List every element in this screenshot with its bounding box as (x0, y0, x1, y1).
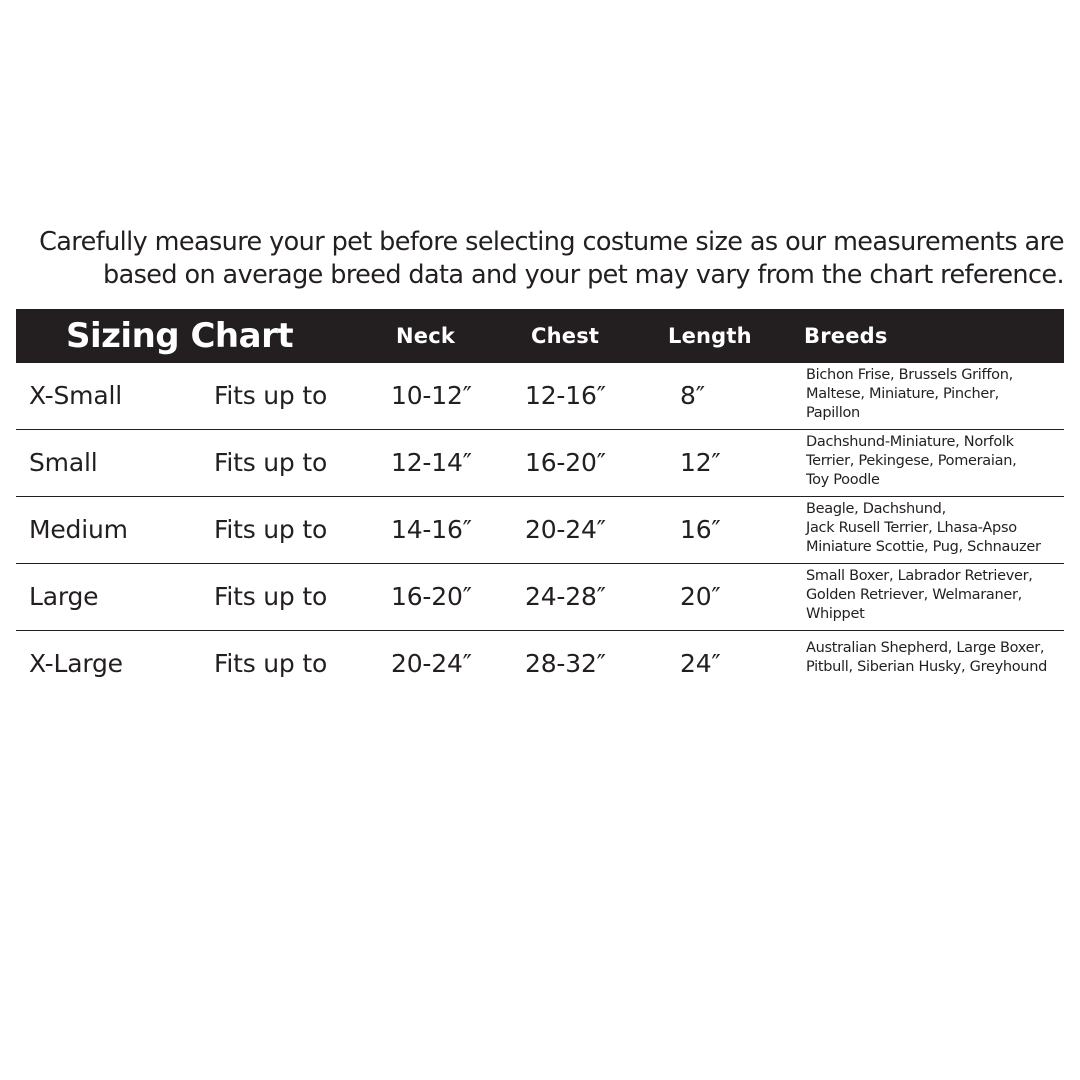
intro-text (14, 226, 1064, 292)
chest-cell: 24-28″ (525, 582, 606, 611)
breeds-line: Australian Shepherd, Large Boxer, (806, 640, 1045, 656)
breeds-cell (806, 433, 1064, 490)
size-cell: Large (29, 582, 99, 611)
size-cell: Medium (29, 515, 128, 544)
chest-cell: 28-32″ (525, 649, 606, 678)
neck-cell: 14-16″ (391, 515, 472, 544)
breeds-line: Beagle, Dachshund, (806, 501, 946, 517)
length-cell: 8″ (680, 381, 705, 410)
neck-cell: 12-14″ (391, 448, 472, 477)
fits-cell: Fits up to (214, 649, 328, 678)
breeds-line: Papillon (806, 405, 860, 421)
table-row (16, 497, 1064, 564)
header-breeds: Breeds (804, 324, 888, 348)
neck-cell: 16-20″ (391, 582, 472, 611)
length-cell: 24″ (680, 649, 721, 678)
breeds-line: Toy Poodle (806, 472, 880, 488)
header-length: Length (668, 324, 752, 348)
neck-cell: 10-12″ (391, 381, 472, 410)
chest-cell: 20-24″ (525, 515, 606, 544)
fits-cell: Fits up to (214, 515, 328, 544)
length-cell: 12″ (680, 448, 721, 477)
sizing-chart-table (16, 309, 1064, 697)
breeds-line: Whippet (806, 606, 865, 622)
chest-cell: 16-20″ (525, 448, 606, 477)
breeds-line: Pitbull, Siberian Husky, Greyhound (806, 659, 1047, 675)
breeds-cell (806, 567, 1064, 624)
table-header (16, 309, 1064, 363)
breeds-line: Terrier, Pekingese, Pomeraian, (806, 453, 1017, 469)
size-cell: X-Small (29, 381, 122, 410)
chest-cell: 12-16″ (525, 381, 606, 410)
breeds-line: Bichon Frise, Brussels Griffon, (806, 367, 1013, 383)
fits-cell: Fits up to (214, 582, 328, 611)
table-row (16, 363, 1064, 430)
table-row (16, 631, 1064, 697)
intro-line-1: Carefully measure your pet before selecting costume size as our measurements are (39, 227, 1064, 257)
length-cell: 16″ (680, 515, 721, 544)
breeds-line: Small Boxer, Labrador Retriever, (806, 568, 1033, 584)
header-neck: Neck (396, 324, 456, 348)
breeds-line: Miniature Scottie, Pug, Schnauzer (806, 539, 1041, 555)
table-row (16, 564, 1064, 631)
size-cell: X-Large (29, 649, 123, 678)
sizing-chart-title: Sizing Chart (66, 316, 294, 356)
fits-cell: Fits up to (214, 381, 328, 410)
intro-line-2: based on average breed data and your pet may vary from the chart reference. (103, 260, 1064, 290)
breeds-cell (806, 500, 1064, 557)
breeds-line: Dachshund-Miniature, Norfolk (806, 434, 1014, 450)
breeds-line: Jack Rusell Terrier, Lhasa-Apso (806, 520, 1017, 536)
fits-cell: Fits up to (214, 448, 328, 477)
breeds-line: Maltese, Miniature, Pincher, (806, 386, 999, 402)
neck-cell: 20-24″ (391, 649, 472, 678)
header-chest: Chest (531, 324, 600, 348)
size-cell: Small (29, 448, 98, 477)
breeds-line: Golden Retriever, Welmaraner, (806, 587, 1022, 603)
table-row (16, 430, 1064, 497)
breeds-cell (806, 639, 1064, 677)
length-cell: 20″ (680, 582, 721, 611)
breeds-cell (806, 366, 1064, 423)
